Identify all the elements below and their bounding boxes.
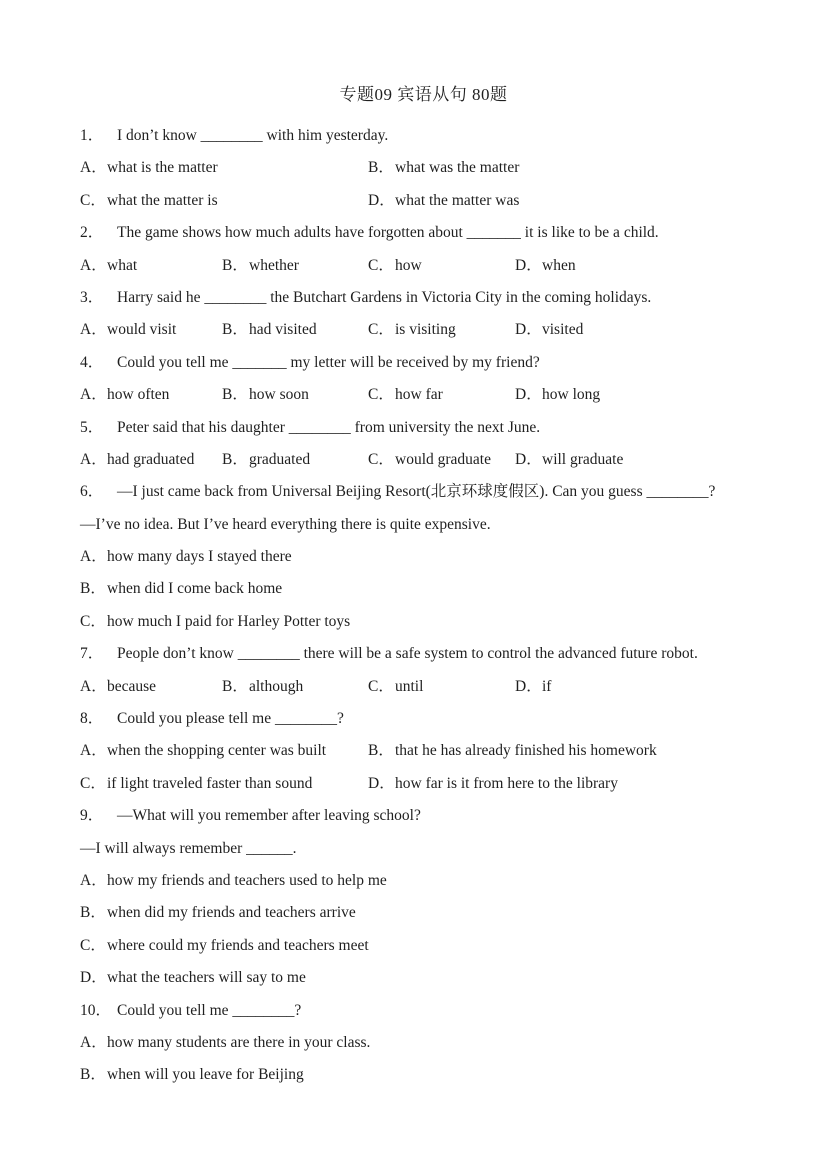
option-text: had graduated [107, 450, 195, 468]
option-B [222, 671, 368, 703]
option-A [80, 314, 222, 346]
stem-text: —I just came back from Universal Beijing Resort(北京环球度假区). Can you guess ________? [117, 483, 716, 501]
option-label: C． [80, 774, 106, 792]
option-label: A． [80, 871, 107, 889]
option-D [515, 671, 551, 703]
question-6 [80, 476, 767, 638]
option-label: C． [80, 936, 106, 954]
stem-text: Could you tell me _______ my letter will be received by my friend? [117, 353, 540, 371]
option-text: where could my friends and teachers meet [107, 936, 369, 954]
option-label: B． [368, 159, 394, 177]
options-row [80, 185, 767, 217]
options-row [80, 444, 767, 476]
stem-text: The game shows how much adults have forgotten about _______ it is like to be a child. [117, 224, 659, 242]
option-label: B． [80, 1066, 106, 1084]
question-stem [80, 703, 767, 735]
question-stem [80, 282, 767, 314]
option-label: A． [80, 386, 107, 404]
option-text: what the teachers will say to me [107, 969, 306, 987]
options-row [80, 250, 767, 282]
question-stem-continued [80, 833, 767, 865]
options-row [80, 930, 767, 962]
options-row [80, 379, 767, 411]
stem-text: Peter said that his daughter ________ from university the next June. [117, 418, 541, 436]
question-number: 3． [80, 288, 104, 306]
option-B [368, 152, 519, 184]
options-row [80, 314, 767, 346]
question-number: 2． [80, 224, 104, 242]
option-C [368, 444, 515, 476]
options-row [80, 671, 767, 703]
question-list [80, 120, 767, 1092]
question-stem [80, 347, 767, 379]
stem-text: —I will always remember ______. [80, 839, 297, 857]
option-text: what the matter is [107, 191, 218, 209]
option-text: when [542, 256, 576, 274]
options-row [80, 1027, 767, 1059]
option-C [368, 250, 515, 282]
option-label: C． [368, 450, 394, 468]
option-text: how many days I stayed there [107, 548, 292, 566]
question-stem [80, 638, 767, 670]
option-label: D． [515, 450, 542, 468]
option-text: that he has already finished his homework [395, 742, 657, 760]
option-D [515, 250, 576, 282]
option-text: what is the matter [107, 159, 218, 177]
option-A [80, 671, 222, 703]
option-label: A． [80, 159, 107, 177]
option-D [368, 768, 618, 800]
option-text: will graduate [542, 450, 624, 468]
question-stem [80, 800, 767, 832]
option-text: how often [107, 386, 170, 404]
question-5 [80, 412, 767, 477]
option-label: D． [515, 386, 542, 404]
options-row [80, 573, 767, 605]
option-B [80, 1059, 304, 1091]
question-stem [80, 476, 767, 508]
question-1 [80, 120, 767, 217]
option-text: how my friends and teachers used to help me [107, 871, 387, 889]
question-stem-continued [80, 509, 767, 541]
question-3 [80, 282, 767, 347]
option-text: is visiting [395, 321, 456, 339]
option-D [368, 185, 519, 217]
option-label: D． [368, 774, 395, 792]
options-row [80, 606, 767, 638]
option-A [80, 541, 292, 573]
option-text: how far is it from here to the library [395, 774, 618, 792]
option-text: how long [542, 386, 601, 404]
question-stem [80, 217, 767, 249]
option-text: would visit [107, 321, 177, 339]
option-label: A． [80, 450, 107, 468]
option-A [80, 865, 387, 897]
option-text: had visited [249, 321, 317, 339]
stem-text: People don’t know ________ there will be a safe system to control the advanced future robot. [117, 645, 698, 663]
option-C [368, 379, 515, 411]
option-label: B． [80, 580, 106, 598]
option-label: B． [222, 321, 248, 339]
option-B [80, 573, 282, 605]
option-text: how [395, 256, 422, 274]
options-row [80, 897, 767, 929]
option-label: C． [368, 321, 394, 339]
option-label: C． [80, 612, 106, 630]
option-label: C． [368, 256, 394, 274]
options-row [80, 152, 767, 184]
question-9 [80, 800, 767, 994]
question-number: 9． [80, 807, 104, 825]
question-number: 4． [80, 353, 104, 371]
question-4 [80, 347, 767, 412]
option-text: if [542, 677, 552, 695]
option-C [80, 930, 369, 962]
option-D [515, 379, 600, 411]
option-label: A． [80, 256, 107, 274]
stem-text: —What will you remember after leaving school? [117, 807, 421, 825]
option-text: when will you leave for Beijing [107, 1066, 304, 1084]
option-text: because [107, 677, 157, 695]
option-label: D． [515, 256, 542, 274]
options-row [80, 768, 767, 800]
option-B [222, 314, 368, 346]
question-7 [80, 638, 767, 703]
option-text: visited [542, 321, 584, 339]
option-text: what was the matter [395, 159, 520, 177]
option-label: B． [368, 742, 394, 760]
option-label: A． [80, 742, 107, 760]
option-text: when did my friends and teachers arrive [107, 904, 356, 922]
stem-text: Could you please tell me ________? [117, 710, 344, 728]
option-label: C． [80, 191, 106, 209]
option-text: what the matter was [395, 191, 520, 209]
option-label: C． [368, 677, 394, 695]
option-A [80, 444, 222, 476]
option-A [80, 152, 368, 184]
option-text: what [107, 256, 138, 274]
option-D [515, 314, 583, 346]
options-row [80, 865, 767, 897]
question-number: 7． [80, 645, 104, 663]
stem-text: —I’ve no idea. But I’ve heard everything there is quite expensive. [80, 515, 491, 533]
question-10 [80, 995, 767, 1092]
option-label: B． [222, 256, 248, 274]
option-text: if light traveled faster than sound [107, 774, 313, 792]
option-D [80, 962, 306, 994]
option-text: graduated [249, 450, 311, 468]
option-text: how many students are there in your class. [107, 1033, 371, 1051]
option-label: B． [80, 904, 106, 922]
option-text: when did I come back home [107, 580, 283, 598]
question-8 [80, 703, 767, 800]
option-C [80, 768, 368, 800]
option-text: when the shopping center was built [107, 742, 327, 760]
option-label: B． [222, 386, 248, 404]
question-2 [80, 217, 767, 282]
option-B [368, 735, 657, 767]
option-B [222, 444, 368, 476]
option-text: although [249, 677, 304, 695]
option-text: how far [395, 386, 443, 404]
page-title: 专题09 宾语从句 80题 [339, 85, 508, 104]
option-B [222, 250, 368, 282]
question-number: 5． [80, 418, 104, 436]
option-label: B． [222, 677, 248, 695]
question-number: 1． [80, 127, 104, 144]
option-label: D． [368, 191, 395, 209]
question-stem [80, 120, 767, 152]
question-number: 6． [80, 483, 104, 501]
option-C [368, 314, 515, 346]
option-text: until [395, 677, 424, 695]
option-text: would graduate [395, 450, 491, 468]
option-label: D． [515, 677, 542, 695]
option-label: D． [515, 321, 542, 339]
option-A [80, 1027, 370, 1059]
options-row [80, 962, 767, 994]
stem-text: Could you tell me ________? [117, 1001, 302, 1019]
option-text: whether [249, 256, 299, 274]
stem-text: I don’t know ________ with him yesterday. [117, 127, 389, 144]
option-A [80, 735, 368, 767]
question-number: 8． [80, 710, 104, 728]
options-row [80, 541, 767, 573]
option-C [80, 185, 368, 217]
option-B [80, 897, 356, 929]
question-stem [80, 995, 767, 1027]
stem-text: Harry said he ________ the Butchart Gardens in Victoria City in the coming holidays. [117, 288, 652, 306]
option-A [80, 379, 222, 411]
option-label: A． [80, 677, 107, 695]
question-stem [80, 412, 767, 444]
option-label: A． [80, 548, 107, 566]
option-label: D． [80, 969, 107, 987]
option-label: B． [222, 450, 248, 468]
option-C [368, 671, 515, 703]
options-row [80, 1059, 767, 1091]
option-A [80, 250, 222, 282]
option-B [222, 379, 368, 411]
option-label: C． [368, 386, 394, 404]
option-label: A． [80, 1033, 107, 1051]
option-text: how soon [249, 386, 309, 404]
options-row [80, 735, 767, 767]
option-D [515, 444, 623, 476]
question-number: 10． [80, 1001, 112, 1019]
option-text: how much I paid for Harley Potter toys [107, 612, 351, 630]
option-C [80, 606, 350, 638]
option-label: A． [80, 321, 107, 339]
